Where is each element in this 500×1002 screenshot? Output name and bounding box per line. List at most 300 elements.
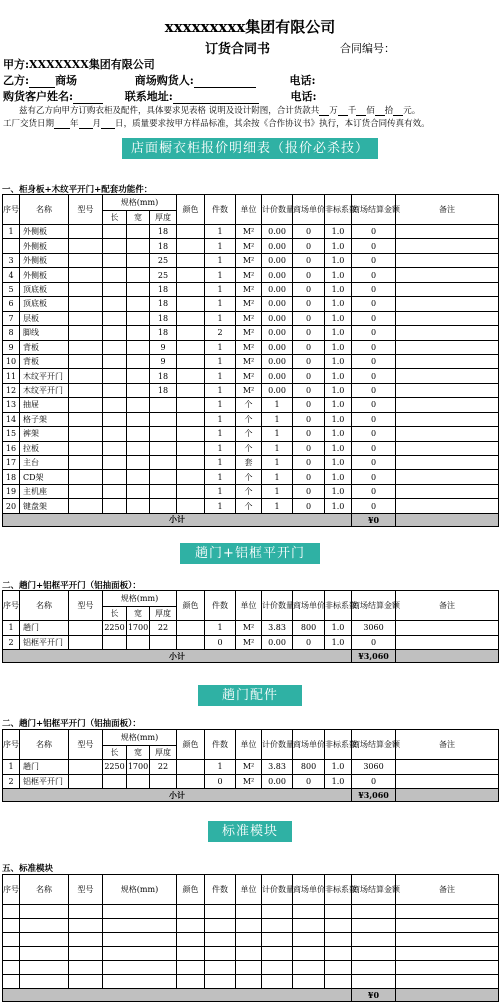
cell-color[interactable] xyxy=(177,398,205,412)
cell-coef[interactable]: 1.0 xyxy=(325,253,352,267)
cell-coef[interactable]: 1.0 xyxy=(325,225,352,239)
cell-color[interactable] xyxy=(177,441,205,455)
blank-cell[interactable] xyxy=(396,947,499,961)
blank-cell[interactable] xyxy=(352,975,396,989)
cell-no[interactable]: 1 xyxy=(3,621,20,636)
cell-width[interactable] xyxy=(127,470,150,484)
cell-qty[interactable]: 1 xyxy=(205,456,236,470)
cell-width[interactable] xyxy=(127,297,150,311)
cell-qty[interactable]: 1 xyxy=(205,470,236,484)
cell-name[interactable]: 趟门 xyxy=(20,760,69,775)
cell-calc-qty[interactable]: 1 xyxy=(262,499,293,513)
cell-coef[interactable]: 1.0 xyxy=(325,398,352,412)
cell-no[interactable]: 2 xyxy=(3,635,20,650)
cell-color[interactable] xyxy=(177,621,205,636)
blank-day[interactable] xyxy=(101,120,115,129)
cell-calc-qty[interactable]: 1 xyxy=(262,398,293,412)
cell-model[interactable] xyxy=(69,340,103,354)
blank-cell[interactable] xyxy=(103,905,177,919)
cell-color[interactable] xyxy=(177,326,205,340)
blank-cell[interactable] xyxy=(262,961,293,975)
blank-cell[interactable] xyxy=(103,975,177,989)
blank-cell[interactable] xyxy=(262,933,293,947)
cell-model[interactable] xyxy=(69,239,103,253)
cell-no[interactable]: 1 xyxy=(3,760,20,775)
cell-calc-qty[interactable]: 0.00 xyxy=(262,282,293,296)
cell-remark[interactable] xyxy=(396,441,499,455)
cell-width[interactable] xyxy=(127,311,150,325)
cell-length[interactable] xyxy=(103,774,127,789)
cell-remark[interactable] xyxy=(396,239,499,253)
address-blank[interactable] xyxy=(173,93,259,104)
blank-cell[interactable] xyxy=(352,919,396,933)
cell-no[interactable]: 19 xyxy=(3,484,20,498)
cell-thickness[interactable]: 18 xyxy=(150,383,177,397)
cell-qty[interactable]: 0 xyxy=(205,635,236,650)
cell-remark[interactable] xyxy=(396,427,499,441)
cell-color[interactable] xyxy=(177,484,205,498)
cell-remark[interactable] xyxy=(396,369,499,383)
cell-name[interactable]: 顶底板 xyxy=(20,282,69,296)
cell-width[interactable] xyxy=(127,340,150,354)
blank-cell[interactable] xyxy=(177,947,205,961)
cell-amount[interactable]: 0 xyxy=(352,326,396,340)
cell-no[interactable]: 10 xyxy=(3,354,20,368)
cell-width[interactable] xyxy=(127,253,150,267)
cell-amount[interactable]: 0 xyxy=(352,369,396,383)
cell-name[interactable]: 外侧板 xyxy=(20,253,69,267)
cell-mall-price[interactable]: 0 xyxy=(293,456,325,470)
cell-remark[interactable] xyxy=(396,354,499,368)
cell-amount[interactable]: 0 xyxy=(352,635,396,650)
blank-cell[interactable] xyxy=(396,919,499,933)
blank-cell[interactable] xyxy=(177,975,205,989)
cell-thickness[interactable] xyxy=(150,398,177,412)
cell-length[interactable] xyxy=(103,340,127,354)
cell-amount[interactable]: 0 xyxy=(352,311,396,325)
blank-cell[interactable] xyxy=(236,905,262,919)
cell-color[interactable] xyxy=(177,239,205,253)
blank-cell[interactable] xyxy=(177,905,205,919)
blank-yuan[interactable] xyxy=(393,107,403,116)
blank-cell[interactable] xyxy=(3,975,20,989)
cell-name[interactable]: 主机座 xyxy=(20,484,69,498)
cell-amount[interactable]: 0 xyxy=(352,239,396,253)
blank-wan[interactable] xyxy=(319,107,329,116)
blank-cell[interactable] xyxy=(262,905,293,919)
cell-mall-price[interactable]: 0 xyxy=(293,239,325,253)
cell-model[interactable] xyxy=(69,383,103,397)
blank-cell[interactable] xyxy=(352,961,396,975)
cell-qty[interactable]: 1 xyxy=(205,239,236,253)
cell-width[interactable]: 1700 xyxy=(127,621,150,636)
cell-unit[interactable]: M² xyxy=(236,239,262,253)
cell-model[interactable] xyxy=(69,456,103,470)
cell-coef[interactable]: 1.0 xyxy=(325,383,352,397)
cell-color[interactable] xyxy=(177,297,205,311)
cell-calc-qty[interactable]: 0.00 xyxy=(262,635,293,650)
cell-qty[interactable]: 1 xyxy=(205,398,236,412)
cell-coef[interactable]: 1.0 xyxy=(325,621,352,636)
cell-length[interactable]: 2250 xyxy=(103,621,127,636)
cell-thickness[interactable] xyxy=(150,774,177,789)
cell-remark[interactable] xyxy=(396,326,499,340)
blank-cell[interactable] xyxy=(236,975,262,989)
cell-remark[interactable] xyxy=(396,499,499,513)
cell-mall-price[interactable]: 0 xyxy=(293,225,325,239)
cell-model[interactable] xyxy=(69,412,103,426)
cell-no[interactable]: 20 xyxy=(3,499,20,513)
cell-calc-qty[interactable]: 0.00 xyxy=(262,340,293,354)
cell-name[interactable]: 外侧板 xyxy=(20,268,69,282)
cell-calc-qty[interactable]: 0.00 xyxy=(262,326,293,340)
blank-cell[interactable] xyxy=(325,905,352,919)
cell-width[interactable] xyxy=(127,383,150,397)
cell-coef[interactable]: 1.0 xyxy=(325,340,352,354)
cell-model[interactable] xyxy=(69,760,103,775)
cell-color[interactable] xyxy=(177,635,205,650)
cell-calc-qty[interactable]: 3.83 xyxy=(262,760,293,775)
cell-mall-price[interactable]: 0 xyxy=(293,441,325,455)
blank-cell[interactable] xyxy=(20,975,69,989)
cell-model[interactable] xyxy=(69,427,103,441)
cell-mall-price[interactable]: 800 xyxy=(293,621,325,636)
cell-qty[interactable]: 1 xyxy=(205,297,236,311)
cell-mall-price[interactable]: 0 xyxy=(293,412,325,426)
cell-name[interactable]: 抽屉 xyxy=(20,398,69,412)
blank-cell[interactable] xyxy=(396,975,499,989)
cell-unit[interactable]: M² xyxy=(236,326,262,340)
blank-cell[interactable] xyxy=(69,919,103,933)
cell-thickness[interactable]: 18 xyxy=(150,369,177,383)
cell-coef[interactable]: 1.0 xyxy=(325,297,352,311)
cell-name[interactable]: 趟门 xyxy=(20,621,69,636)
cell-model[interactable] xyxy=(69,470,103,484)
cell-qty[interactable]: 1 xyxy=(205,760,236,775)
cell-unit[interactable]: 个 xyxy=(236,398,262,412)
cell-unit[interactable]: M² xyxy=(236,760,262,775)
cell-length[interactable] xyxy=(103,354,127,368)
cell-width[interactable] xyxy=(127,427,150,441)
cell-qty[interactable]: 0 xyxy=(205,774,236,789)
blank-cell[interactable] xyxy=(236,919,262,933)
cell-thickness[interactable]: 9 xyxy=(150,340,177,354)
blank-cell[interactable] xyxy=(69,961,103,975)
cell-remark[interactable] xyxy=(396,456,499,470)
cell-name[interactable]: 层板 xyxy=(20,311,69,325)
blank-cell[interactable] xyxy=(205,961,236,975)
cell-width[interactable] xyxy=(127,282,150,296)
cell-remark[interactable] xyxy=(396,470,499,484)
blank-cell[interactable] xyxy=(20,961,69,975)
cell-name[interactable]: 铝框平开门 xyxy=(20,774,69,789)
cell-amount[interactable]: 0 xyxy=(352,456,396,470)
cell-unit[interactable]: 个 xyxy=(236,484,262,498)
cell-length[interactable] xyxy=(103,635,127,650)
cell-color[interactable] xyxy=(177,311,205,325)
cell-coef[interactable]: 1.0 xyxy=(325,470,352,484)
blank-cell[interactable] xyxy=(205,919,236,933)
cell-color[interactable] xyxy=(177,470,205,484)
cell-no[interactable]: 14 xyxy=(3,412,20,426)
cell-qty[interactable]: 1 xyxy=(205,427,236,441)
cell-name[interactable]: 背板 xyxy=(20,354,69,368)
blank-cell[interactable] xyxy=(69,905,103,919)
cell-thickness[interactable]: 18 xyxy=(150,326,177,340)
cell-unit[interactable]: M² xyxy=(236,383,262,397)
cell-qty[interactable]: 1 xyxy=(205,499,236,513)
cell-remark[interactable] xyxy=(396,282,499,296)
cell-width[interactable] xyxy=(127,635,150,650)
blank-cell[interactable] xyxy=(205,947,236,961)
cell-mall-price[interactable]: 0 xyxy=(293,369,325,383)
cell-mall-price[interactable]: 0 xyxy=(293,774,325,789)
blank-cell[interactable] xyxy=(103,947,177,961)
cell-unit[interactable]: M² xyxy=(236,369,262,383)
cell-no[interactable]: 2 xyxy=(3,774,20,789)
cell-thickness[interactable]: 18 xyxy=(150,297,177,311)
cell-qty[interactable]: 2 xyxy=(205,326,236,340)
cell-remark[interactable] xyxy=(396,340,499,354)
blank-cell[interactable] xyxy=(293,975,325,989)
cell-thickness[interactable] xyxy=(150,441,177,455)
cell-mall-price[interactable]: 0 xyxy=(293,326,325,340)
cell-color[interactable] xyxy=(177,499,205,513)
cell-thickness[interactable]: 18 xyxy=(150,311,177,325)
cell-name[interactable]: 顶底板 xyxy=(20,297,69,311)
blank-cell[interactable] xyxy=(20,919,69,933)
cell-no[interactable]: 11 xyxy=(3,369,20,383)
blank-cell[interactable] xyxy=(177,933,205,947)
blank-cell[interactable] xyxy=(103,933,177,947)
cell-length[interactable] xyxy=(103,326,127,340)
cell-unit[interactable]: M² xyxy=(236,635,262,650)
cell-coef[interactable]: 1.0 xyxy=(325,635,352,650)
cell-amount[interactable]: 0 xyxy=(352,297,396,311)
cell-calc-qty[interactable]: 1 xyxy=(262,441,293,455)
cell-width[interactable] xyxy=(127,456,150,470)
cell-coef[interactable]: 1.0 xyxy=(325,239,352,253)
cell-qty[interactable]: 1 xyxy=(205,282,236,296)
cell-coef[interactable]: 1.0 xyxy=(325,427,352,441)
cell-calc-qty[interactable]: 0.00 xyxy=(262,239,293,253)
cell-length[interactable] xyxy=(103,456,127,470)
cell-width[interactable] xyxy=(127,499,150,513)
blank-year[interactable] xyxy=(54,120,70,129)
cell-amount[interactable]: 0 xyxy=(352,470,396,484)
cell-color[interactable] xyxy=(177,427,205,441)
cell-length[interactable] xyxy=(103,239,127,253)
blank-cell[interactable] xyxy=(205,933,236,947)
cell-color[interactable] xyxy=(177,456,205,470)
cell-name[interactable]: CD架 xyxy=(20,470,69,484)
cell-mall-price[interactable]: 0 xyxy=(293,340,325,354)
blank-cell[interactable] xyxy=(325,947,352,961)
blank-cell[interactable] xyxy=(262,919,293,933)
blank-cell[interactable] xyxy=(325,975,352,989)
cell-qty[interactable]: 1 xyxy=(205,484,236,498)
cell-coef[interactable]: 1.0 xyxy=(325,412,352,426)
blank-cell[interactable] xyxy=(325,933,352,947)
cell-qty[interactable]: 1 xyxy=(205,412,236,426)
cell-calc-qty[interactable]: 0.00 xyxy=(262,383,293,397)
cell-name[interactable]: 木纹平开门 xyxy=(20,369,69,383)
cell-amount[interactable]: 0 xyxy=(352,225,396,239)
cell-mall-price[interactable]: 0 xyxy=(293,470,325,484)
cell-mall-price[interactable]: 0 xyxy=(293,268,325,282)
blank-cell[interactable] xyxy=(262,947,293,961)
cell-no[interactable]: 5 xyxy=(3,282,20,296)
cell-name[interactable]: 外侧板 xyxy=(20,225,69,239)
cell-color[interactable] xyxy=(177,774,205,789)
blank-cell[interactable] xyxy=(236,947,262,961)
cell-width[interactable] xyxy=(127,239,150,253)
cell-coef[interactable]: 1.0 xyxy=(325,369,352,383)
cell-qty[interactable]: 1 xyxy=(205,441,236,455)
cell-thickness[interactable]: 25 xyxy=(150,253,177,267)
cell-coef[interactable]: 1.0 xyxy=(325,268,352,282)
cell-unit[interactable]: M² xyxy=(236,225,262,239)
cell-no[interactable]: 6 xyxy=(3,297,20,311)
cell-remark[interactable] xyxy=(396,225,499,239)
party-b-blank[interactable] xyxy=(29,77,55,88)
blank-cell[interactable] xyxy=(3,947,20,961)
blank-cell[interactable] xyxy=(69,975,103,989)
cell-coef[interactable]: 1.0 xyxy=(325,499,352,513)
cell-name[interactable]: 外侧板 xyxy=(20,239,69,253)
cell-length[interactable] xyxy=(103,470,127,484)
cell-thickness[interactable] xyxy=(150,456,177,470)
blank-cell[interactable] xyxy=(20,905,69,919)
cell-color[interactable] xyxy=(177,282,205,296)
cell-qty[interactable]: 1 xyxy=(205,621,236,636)
blank-qian[interactable] xyxy=(338,107,348,116)
cell-name[interactable]: 键盘架 xyxy=(20,499,69,513)
cell-model[interactable] xyxy=(69,441,103,455)
cell-model[interactable] xyxy=(69,398,103,412)
cell-amount[interactable]: 0 xyxy=(352,412,396,426)
mall-buyer-blank[interactable] xyxy=(194,77,256,88)
cell-amount[interactable]: 0 xyxy=(352,427,396,441)
cell-coef[interactable]: 1.0 xyxy=(325,774,352,789)
cell-amount[interactable]: 0 xyxy=(352,774,396,789)
blank-cell[interactable] xyxy=(205,905,236,919)
cell-mall-price[interactable]: 0 xyxy=(293,484,325,498)
cell-mall-price[interactable]: 0 xyxy=(293,383,325,397)
cell-thickness[interactable]: 9 xyxy=(150,354,177,368)
cell-unit[interactable]: 套 xyxy=(236,456,262,470)
cell-unit[interactable]: M² xyxy=(236,311,262,325)
cell-model[interactable] xyxy=(69,282,103,296)
cell-amount[interactable]: 0 xyxy=(352,354,396,368)
blank-cell[interactable] xyxy=(293,919,325,933)
cell-unit[interactable]: M² xyxy=(236,282,262,296)
blank-cell[interactable] xyxy=(69,933,103,947)
cell-model[interactable] xyxy=(69,311,103,325)
cell-remark[interactable] xyxy=(396,774,499,789)
cell-thickness[interactable] xyxy=(150,499,177,513)
blank-cell[interactable] xyxy=(103,961,177,975)
cell-model[interactable] xyxy=(69,499,103,513)
cell-remark[interactable] xyxy=(396,383,499,397)
cell-name[interactable]: 格子架 xyxy=(20,412,69,426)
cell-coef[interactable]: 1.0 xyxy=(325,760,352,775)
cell-coef[interactable]: 1.0 xyxy=(325,354,352,368)
cell-remark[interactable] xyxy=(396,311,499,325)
cell-calc-qty[interactable]: 0.00 xyxy=(262,311,293,325)
cell-remark[interactable] xyxy=(396,760,499,775)
cell-mall-price[interactable]: 0 xyxy=(293,311,325,325)
cell-calc-qty[interactable]: 1 xyxy=(262,412,293,426)
cell-mall-price[interactable]: 0 xyxy=(293,499,325,513)
cell-coef[interactable]: 1.0 xyxy=(325,456,352,470)
cell-length[interactable] xyxy=(103,383,127,397)
cell-amount[interactable]: 0 xyxy=(352,268,396,282)
blank-cell[interactable] xyxy=(20,947,69,961)
cell-remark[interactable] xyxy=(396,621,499,636)
cell-width[interactable] xyxy=(127,354,150,368)
cell-coef[interactable]: 1.0 xyxy=(325,484,352,498)
cell-calc-qty[interactable]: 0.00 xyxy=(262,253,293,267)
cell-calc-qty[interactable]: 0.00 xyxy=(262,297,293,311)
blank-cell[interactable] xyxy=(293,905,325,919)
blank-cell[interactable] xyxy=(396,905,499,919)
cell-thickness[interactable]: 22 xyxy=(150,621,177,636)
cell-thickness[interactable]: 22 xyxy=(150,760,177,775)
cell-name[interactable]: 背板 xyxy=(20,340,69,354)
cell-length[interactable] xyxy=(103,441,127,455)
cell-thickness[interactable] xyxy=(150,412,177,426)
cell-amount[interactable]: 0 xyxy=(352,441,396,455)
cell-unit[interactable]: M² xyxy=(236,253,262,267)
cell-coef[interactable]: 1.0 xyxy=(325,311,352,325)
cell-thickness[interactable]: 25 xyxy=(150,268,177,282)
cell-remark[interactable] xyxy=(396,398,499,412)
blank-cell[interactable] xyxy=(177,961,205,975)
cell-name[interactable]: 拉板 xyxy=(20,441,69,455)
cell-color[interactable] xyxy=(177,340,205,354)
cell-color[interactable] xyxy=(177,760,205,775)
cell-qty[interactable]: 1 xyxy=(205,369,236,383)
cell-coef[interactable]: 1.0 xyxy=(325,326,352,340)
cell-color[interactable] xyxy=(177,354,205,368)
blank-cell[interactable] xyxy=(352,947,396,961)
cell-calc-qty[interactable]: 0.00 xyxy=(262,225,293,239)
cell-width[interactable] xyxy=(127,326,150,340)
cell-qty[interactable]: 1 xyxy=(205,268,236,282)
cell-no[interactable]: 13 xyxy=(3,398,20,412)
cell-remark[interactable] xyxy=(396,297,499,311)
cell-unit[interactable]: M² xyxy=(236,354,262,368)
blank-shi[interactable] xyxy=(375,107,385,116)
cell-mall-price[interactable]: 0 xyxy=(293,282,325,296)
cell-length[interactable] xyxy=(103,297,127,311)
cell-unit[interactable]: M² xyxy=(236,297,262,311)
blank-cell[interactable] xyxy=(20,933,69,947)
cell-qty[interactable]: 1 xyxy=(205,340,236,354)
cell-qty[interactable]: 1 xyxy=(205,311,236,325)
cell-amount[interactable]: 0 xyxy=(352,484,396,498)
cell-unit[interactable]: 个 xyxy=(236,499,262,513)
cell-no[interactable] xyxy=(3,239,20,253)
cell-width[interactable] xyxy=(127,441,150,455)
cell-model[interactable] xyxy=(69,635,103,650)
cell-color[interactable] xyxy=(177,253,205,267)
cell-amount[interactable]: 0 xyxy=(352,340,396,354)
blank-cell[interactable] xyxy=(352,905,396,919)
cell-thickness[interactable] xyxy=(150,635,177,650)
blank-cell[interactable] xyxy=(325,919,352,933)
